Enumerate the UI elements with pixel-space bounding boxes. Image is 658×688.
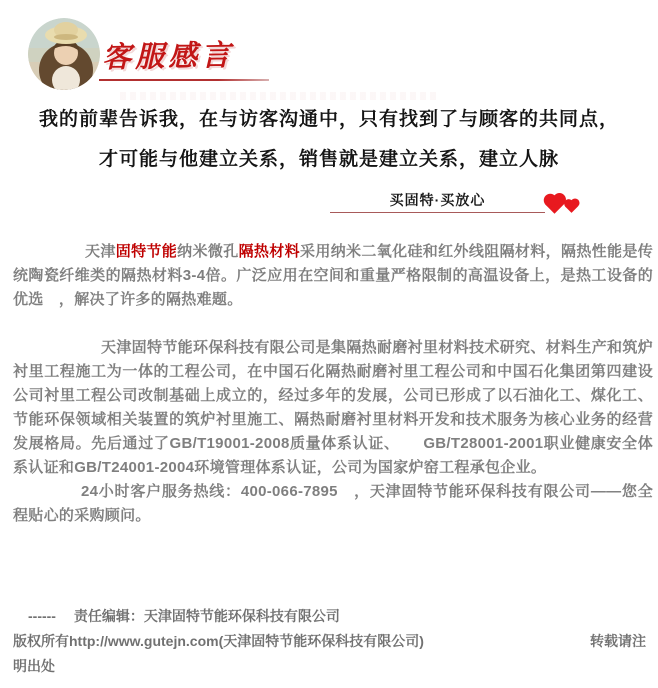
copyright-url-text: 版权所有http://www.gutejn.com(天津固特节能环保科技有限公司) (13, 633, 424, 649)
paragraph-product-text: 纳米微孔 (177, 243, 239, 260)
paragraph-product (13, 240, 653, 312)
editor-credit: ------ 责任编辑：天津固特节能环保科技有限公司 (28, 608, 340, 624)
brand-slogan (330, 190, 545, 213)
reprint-notice-start: 转载请注 (590, 633, 646, 649)
intro-quote-line1: 我的前辈告诉我，在与访客沟通中，只有找到了与顾客的共同点， (38, 109, 619, 130)
hearts-icon (543, 190, 585, 218)
product-name-highlight: 隔热材料 (238, 243, 300, 260)
article-body (13, 240, 653, 528)
paragraph-hotline: 24小时客户服务热线：400-066-7895 ，天津固特节能环保科技有限公司——您全程贴心的采购顾问。 (13, 483, 654, 524)
copyright-line (13, 629, 646, 654)
customer-avatar-photo (28, 18, 100, 90)
heart-icon-large (545, 195, 563, 213)
intro-quote-line2: 才可能与他建立关系，销售就是建立关系，建立人脉 (98, 149, 559, 170)
reprint-notice-wrap: 明出处 (13, 658, 55, 674)
avatar-image (28, 18, 100, 90)
heart-icon-small (565, 200, 578, 213)
brand-slogan-text: 买固特·买放心 (389, 192, 486, 208)
paragraph-product-text: 天津 (85, 243, 116, 260)
page-title: 客服感言 (101, 37, 235, 75)
title-underline (99, 79, 269, 81)
paragraph-product-text: 采用纳米二氧化硅和红外线阻隔材料，隔热性能是传统陶瓷纤维类的隔热材料3-4倍。广泛应用在空间和重量严格限制的高温设备上，是热工设备的优选 ，解决了许多的隔热难题。 (13, 243, 654, 308)
paragraph-company: 天津固特节能环保科技有限公司是集隔热耐磨衬里材料技术研究、材料生产和筑炉衬里工程施工为一体的工程公司，在中国石化隔热耐磨衬里工程公司和中国石化集团第四建设公司衬里工程公司改制基础上成立的，经过多年的发展，公司已形成了以石油化工、煤化工、节能环保领域相关装置的筑炉衬里施工、隔热耐磨衬里材料开发和技术服务为核心业务的经营发展格局。先后通过了GB/T19001-2008质量体系认证、 GB/T28001-2001职业健康安全体系认证和GB/T24001-2004环境管理体系认证，公司为国家炉窑工程承包企业。 (13, 339, 653, 476)
faint-watermark (120, 92, 440, 100)
page-footer (13, 604, 646, 679)
brand-name-highlight: 固特节能 (115, 243, 178, 260)
